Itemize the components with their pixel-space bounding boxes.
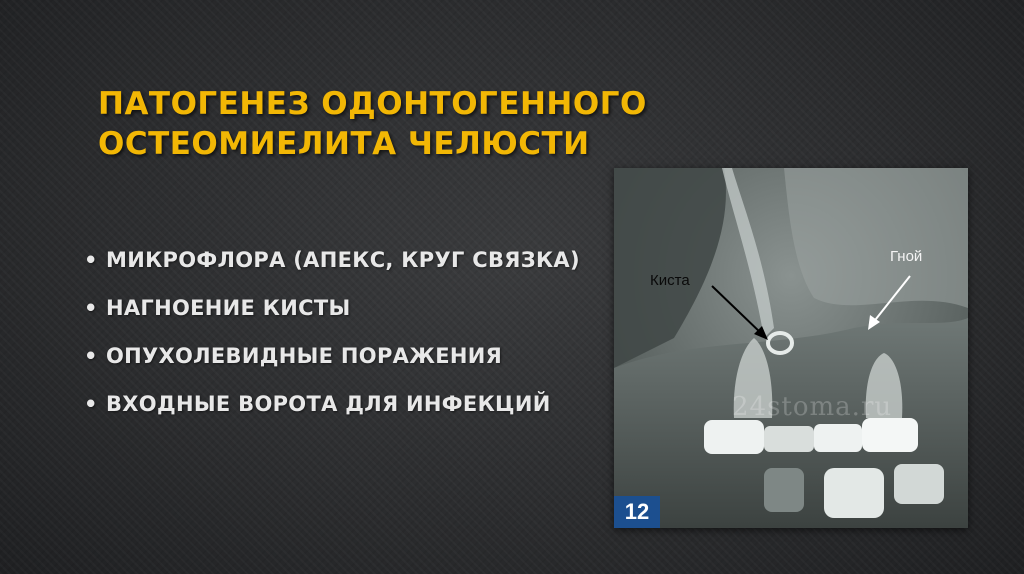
watermark: 24stoma.ru [732,392,893,422]
bullet-text: ОПУХОЛЕВИДНЫЕ ПОРАЖЕНИЯ [106,344,503,368]
bullet-marker: • [84,344,98,368]
bullet-item [84,240,580,288]
bullet-text: ВХОДНЫЕ ВОРОТА ДЛЯ ИНФЕКЦИЙ [106,392,551,416]
bullet-marker: • [84,296,98,320]
bullet-text: МИКРОФЛОРА (АПЕКС, КРУГ СВЯЗКА) [106,248,580,272]
bullet-item [84,288,580,336]
bullet-item [84,336,580,384]
bullet-text: НАГНОЕНИЕ КИСТЫ [106,296,351,320]
label-pus: Гной [890,248,923,265]
bullet-marker: • [84,392,98,416]
xray-image [614,168,968,528]
slide-title: ПАТОГЕНЕЗ ОДОНТОГЕННОГО ОСТЕОМИЕЛИТА ЧЕЛЮСТИ [98,86,647,162]
figure-number-badge: 12 [614,496,660,528]
xray-drawing [614,168,968,528]
bullet-marker: • [84,248,98,272]
label-cyst: Киста [650,272,690,289]
bullet-item [84,384,580,432]
bullet-list [84,240,580,432]
